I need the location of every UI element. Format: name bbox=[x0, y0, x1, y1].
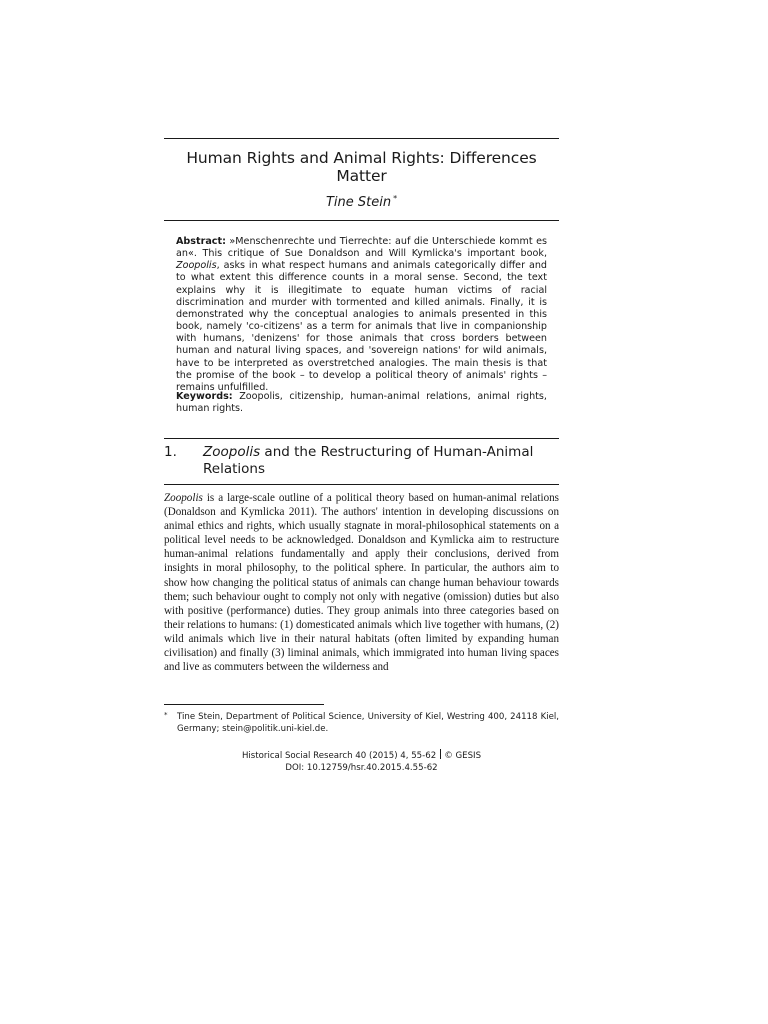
section-number: 1. bbox=[164, 444, 177, 460]
author-footnote-mark: * bbox=[393, 194, 398, 203]
journal-publisher: © GESIS bbox=[444, 751, 482, 761]
footnote bbox=[164, 711, 559, 735]
keywords-label: Keywords: bbox=[176, 391, 233, 402]
section-heading-rest: and the Restructuring of Human-Animal Relations bbox=[203, 444, 534, 477]
author-line bbox=[164, 194, 559, 210]
body-lead-title: Zoopolis bbox=[164, 492, 203, 504]
abstract-text-continued: , asks in what respect humans and animals categorically differ and to what extent this difference counts in a moral sense. Second, the text explains why it is illegitimate to equate human victims of racial discrimination and murder with tormented and killed animals. Finally, it is demonstrated why the conceptual analogies to animals presented in this book, namely 'co-citizens' as a term for animals that live in companionship with humans, 'denizens' for those animals that cross borders between human and natural living spaces, and 'sovereign nations' for wild animals, have to be interpreted as overstretched analogies. The main thesis is that the promise of the book – to develop a political theory of animals' rights – remains unfulfilled. bbox=[176, 260, 547, 393]
section-heading bbox=[203, 444, 555, 478]
keywords-text: Zoopolis, citizenship, human-animal relations, animal rights, human rights. bbox=[176, 391, 547, 415]
body-paragraph bbox=[164, 491, 559, 674]
footnote-mark: * bbox=[164, 711, 168, 719]
abstract-book-title: Zoopolis bbox=[176, 260, 217, 272]
abstract-text: »Menschenrechte und Tierrechte: auf die Unterschiede kommt es an«. This critique of Sue Donaldson and Will Kymlicka's important book, bbox=[176, 236, 547, 260]
top-rule bbox=[164, 138, 559, 139]
section-top-rule bbox=[164, 438, 559, 439]
separator-bar bbox=[440, 749, 441, 759]
journal-doi: DOI: 10.12759/hsr.40.2015.4.55-62 bbox=[285, 763, 438, 773]
header-bottom-rule bbox=[164, 220, 559, 221]
journal-citation: Historical Social Research 40 (2015) 4, 55-62 bbox=[241, 751, 437, 761]
section-heading-italic: Zoopolis bbox=[203, 444, 261, 460]
abstract bbox=[176, 236, 547, 394]
paper-title: Human Rights and Animal Rights: Differences Matter bbox=[186, 149, 537, 185]
footnote-rule bbox=[164, 704, 324, 705]
keywords bbox=[176, 391, 547, 415]
footnote-text: Tine Stein, Department of Political Science, University of Kiel, Westring 400, 24118 Kiel, Germany; stein@politik.uni-kiel.de. bbox=[177, 712, 559, 734]
author-name: Tine Stein bbox=[325, 195, 392, 210]
journal-info bbox=[164, 749, 559, 774]
section-bottom-rule bbox=[164, 484, 559, 485]
journal-citation-line bbox=[164, 749, 559, 762]
abstract-label: Abstract: bbox=[176, 236, 226, 247]
body-text: is a large-scale outline of a political theory based on human-animal relations (Donaldson and Kymlicka 2011). The authors' intention in developing discussions on animal ethics and rights, which usually stagnate in moral-philosophical statements on a political level needs to be acknowledged. Donaldson and Kymlicka aim to restructure human-animal relations fundamentally and apply their conclusions, derived from insights in moral philosophy, to the political sphere. In particular, the authors aim to show how changing the political status of animals can change human behaviour towards them; such behaviour ought to comply not only with negative (omission) duties but also with positive (performance) duties. They group animals into three categories based on their relations to humans: (1) domesticated animals which live together with humans, (2) wild animals which live in their natural habitats (often limited by expanding human civilisation) and finally (3) liminal animals, which immigrated into human living spaces and live as commuters between the wilderness and bbox=[164, 492, 559, 674]
